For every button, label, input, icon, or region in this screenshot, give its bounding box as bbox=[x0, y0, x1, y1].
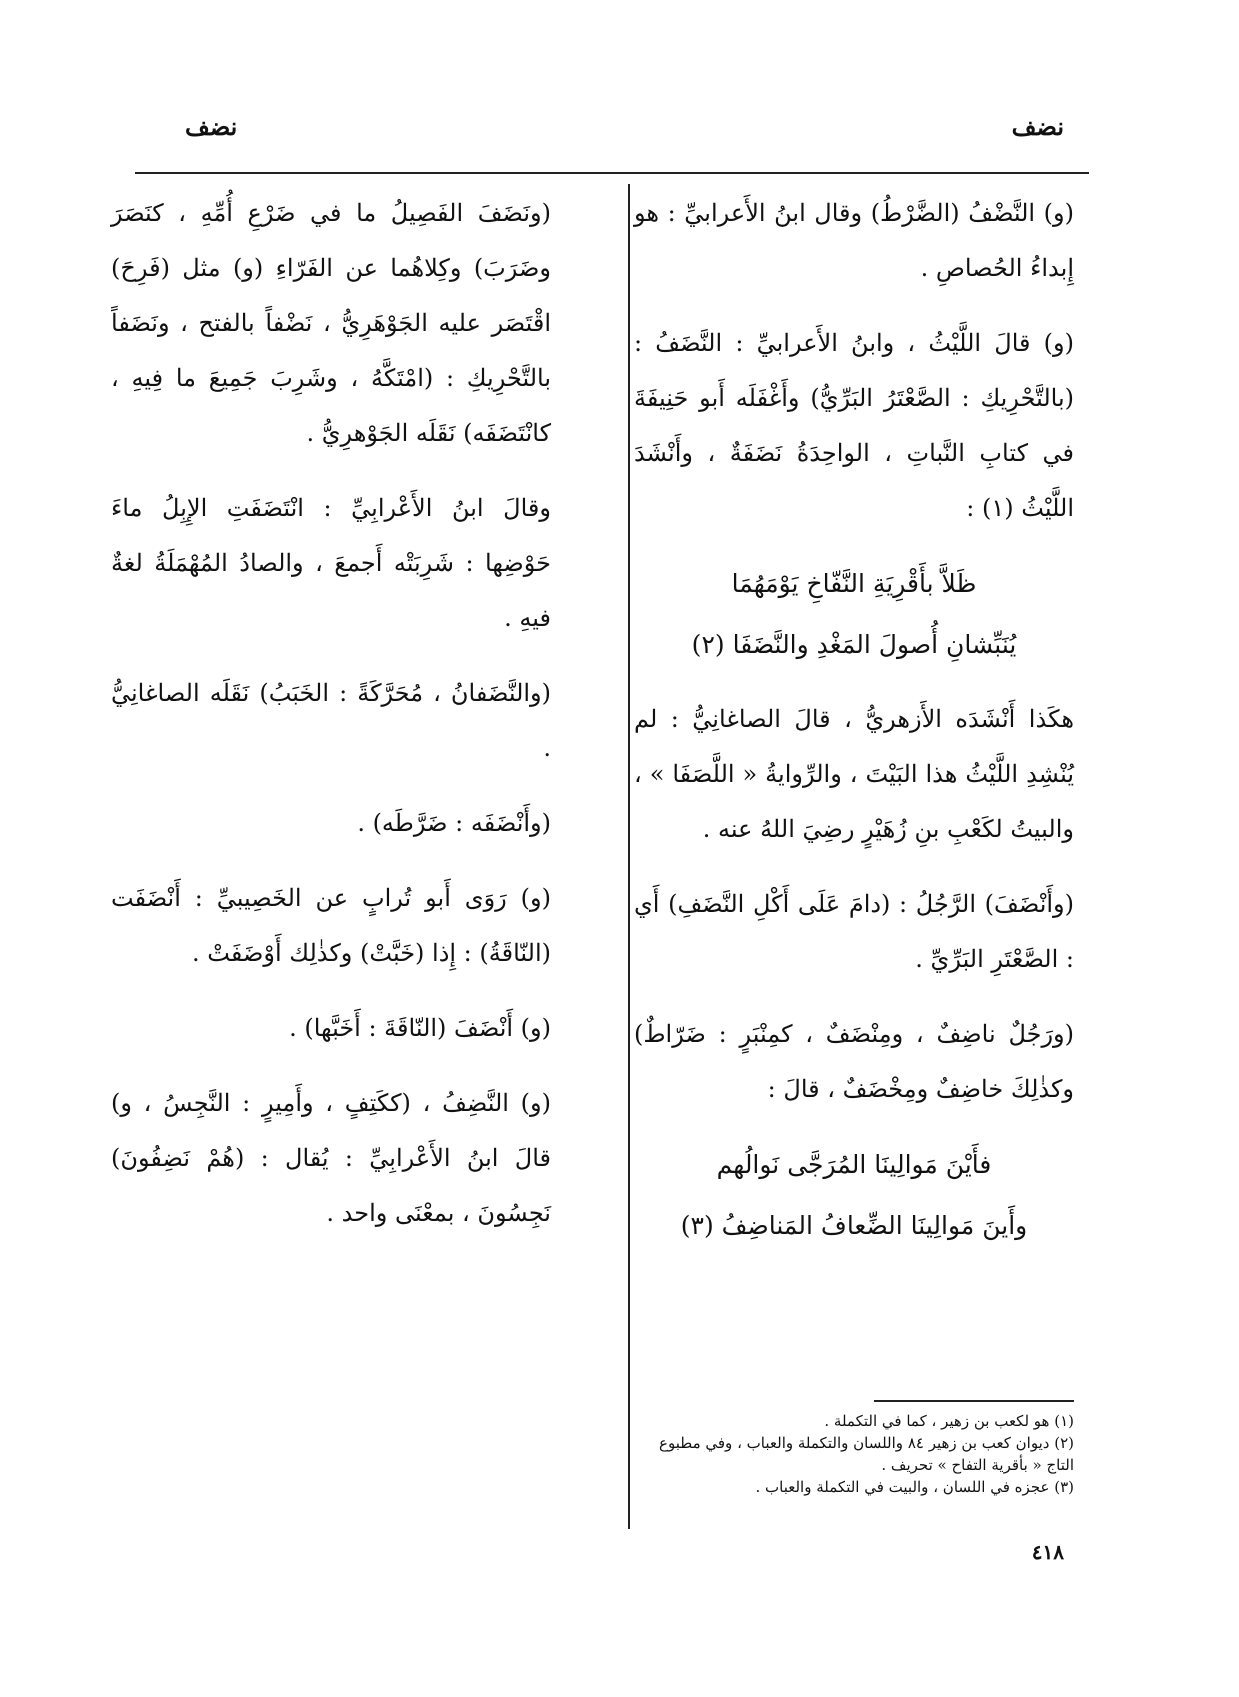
entry-paragraph: (و) أَنْضَفَ (النّاقَةَ : أَخَبَّها) . bbox=[289, 1014, 551, 1042]
entry-paragraph: (و) النَّضْفُ (الضَّرْطُ) وقال ابنُ الأَعرابيِّ : هو إِبداءُ الحُصاصِ . bbox=[634, 199, 1074, 282]
footnotes bbox=[634, 1410, 1074, 1498]
verse-line: وأَينَ مَوالِينَا الضِّعافُ المَناضِفُ (٣) bbox=[680, 1211, 1028, 1240]
entry-paragraph: (وأَنْضَفَ) الرَّجُلُ : (دامَ عَلَى أَكْلِ النَّضَفِ) أَي : الصَّعْتَرِ البَرِّيِّ . bbox=[634, 890, 1074, 973]
entry-paragraph: هكَذا أَنْشَدَه الأَزهريُّ ، قالَ الصاغانِيُّ : لم يُنْشِدِ اللَّيْثُ هذا البَيْتَ ، والرِّوايةُ « اللَّصَفَا » ، والبيتُ لكَعْبِ بنِ زُهَيْرٍ رضِيَ اللهُ عنه . bbox=[634, 705, 1074, 843]
page-number: ٤١٨ bbox=[1031, 1540, 1064, 1564]
entry-paragraph: (والنَّضَفانُ ، مُحَرَّكَةً : الخَبَبُ) نَقَلَه الصاغانِيُّ . bbox=[111, 679, 551, 762]
entry-paragraph: (و) النَّضِفُ ، (ككَتِفٍ ، وأَمِيرٍ : النَّجِسُ ، و) قالَ ابنُ الأَعْرابِيِّ : يُقال : (هُمْ نَضِفُونَ) نَجِسُونَ ، بمعْنَى واحد . bbox=[111, 1089, 551, 1227]
footnote: (٢) ديوان كعب بن زهير ٨٤ واللسان والتكملة والعباب ، وفي مطبوع التاج « بأقرية التفاح » تحريف . bbox=[659, 1434, 1074, 1474]
footnote: (١) هو لكعب بن زهير ، كما في التكملة . bbox=[824, 1412, 1074, 1430]
entry-paragraph: (ورَجُلٌ ناضِفٌ ، ومِنْضَفٌ ، كمِنْبَرٍ : ضَرّاطٌ) وكذٰلِكَ خاضِفٌ ومِخْضَفٌ ، قالَ : bbox=[634, 1020, 1074, 1103]
right-column bbox=[634, 186, 1074, 1259]
running-head-right: نضف bbox=[1011, 112, 1064, 141]
header-rule bbox=[135, 172, 1089, 174]
entry-paragraph: (و) رَوَى أَبو تُرابٍ عن الخَصِيبيِّ : أَنْضَفَت (النّاقَةُ) : إِذا (خَبَّتْ) وكذٰلِك أَوْضَفَتْ . bbox=[111, 884, 551, 967]
entry-paragraph: (و) قالَ اللَّيْثُ ، وابنُ الأَعرابيِّ : النَّضَفُ : (بالتَّحْرِيكِ : الصَّعْتَرُ البَرِّيُّ) وأَغْفَلَه أَبو حَنِيفَةَ في كتابِ النَّباتِ ، الواحِدَةُ نَضَفَةٌ ، وأَنْشَدَ اللَّيْثُ (١) : bbox=[634, 329, 1074, 522]
running-head-left: نضف bbox=[185, 112, 238, 141]
verse-line: فأَيْنَ مَوالِينَا المُرَجَّى نَوالُهم bbox=[716, 1150, 992, 1179]
footnote-rule bbox=[874, 1400, 1074, 1402]
column-separator bbox=[628, 184, 630, 1529]
verse-line: ظَلاَّ بأَقْرِيَةِ النَّفّاخِ يَوْمَهُمَا bbox=[731, 569, 977, 598]
verse-block bbox=[634, 556, 1074, 672]
footnote: (٣) عجزه في اللسان ، والبيت في التكملة والعباب . bbox=[755, 1478, 1074, 1496]
entry-paragraph: (ونَضَفَ الفَصِيلُ ما في ضَرْعِ أُمِّهِ ، كنَصَرَ وضَرَبَ) وكِلاهُما عن الفَرّاءِ (و) مثل (فَرِحَ) اقْتَصَر عليه الجَوْهَرِيُّ ، نَضْفاً بالفتح ، ونَضَفاً بالتَّحْرِيكِ : (امْتَكَّهُ ، وشَرِبَ جَمِيعَ ما فِيهِ ، كانْتَضَفَه) نَقَلَه الجَوْهرِيُّ . bbox=[111, 199, 552, 447]
entry-paragraph: (وأَنْضَفَه : ضَرَّطَه) . bbox=[357, 809, 551, 837]
entry-paragraph: وقالَ ابنُ الأَعْرابِيِّ : انْتَضَفَتِ الإِبِلُ ماءَ حَوْضِها : شَرِبَتْه أَجمعَ ، والصادُ المُهْمَلَةُ لغةٌ فيهِ . bbox=[111, 494, 551, 632]
verse-block bbox=[634, 1137, 1074, 1253]
verse-line: يُنَبِّشانِ أُصولَ المَغْدِ والنَّضَفَا (٢) bbox=[691, 630, 1017, 659]
left-column bbox=[111, 186, 551, 1261]
